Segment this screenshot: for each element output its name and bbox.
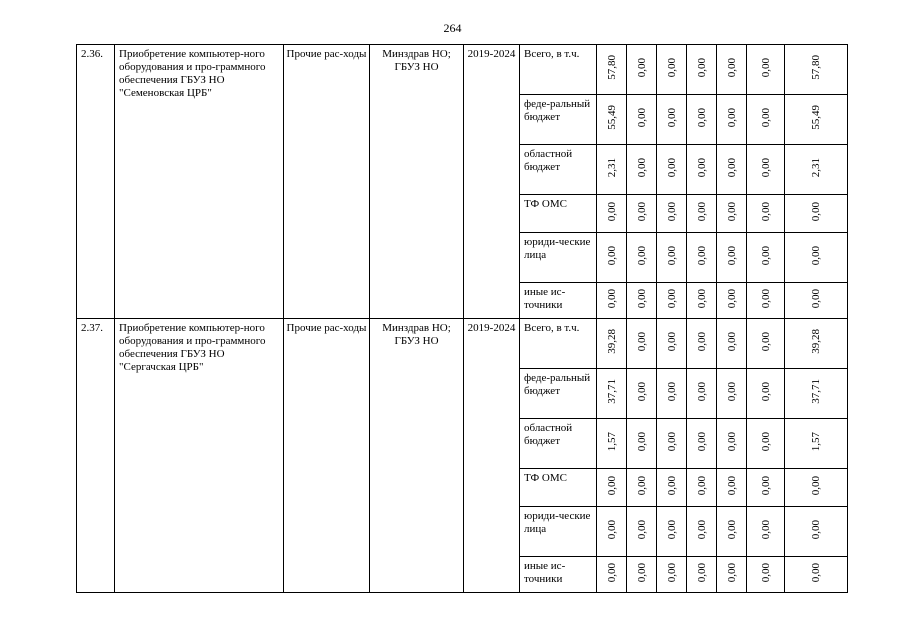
amount-value: 0,00 — [725, 57, 738, 78]
amount-value: 0,00 — [635, 201, 648, 222]
amount-cell — [717, 233, 747, 283]
amount-value: 0,00 — [759, 57, 772, 78]
amount-cell — [657, 507, 687, 557]
amount-value: 0,00 — [665, 157, 678, 178]
amount-cell — [657, 195, 687, 233]
amount-cell — [785, 507, 848, 557]
amount-cell — [627, 369, 657, 419]
amount-cell — [597, 195, 627, 233]
period: 2019-2024 — [464, 45, 520, 319]
amount-value: 0,00 — [695, 201, 708, 222]
amount-value: 0,00 — [695, 562, 708, 583]
amount-value: 0,00 — [725, 431, 738, 452]
amount-cell — [597, 233, 627, 283]
amount-value: 0,00 — [635, 381, 648, 402]
amount-value: 39,28 — [810, 329, 822, 354]
amount-cell — [785, 145, 848, 195]
amount-cell — [747, 145, 785, 195]
amount-value: 0,00 — [635, 475, 648, 496]
amount-cell — [657, 469, 687, 507]
amount-value: 0,00 — [759, 431, 772, 452]
amount-value: 0,00 — [759, 475, 772, 496]
amount-cell — [657, 369, 687, 419]
amount-value: 57,80 — [605, 55, 618, 80]
amount-cell — [657, 419, 687, 469]
amount-cell — [627, 319, 657, 369]
amount-value: 39,28 — [605, 329, 618, 354]
expense-type: Прочие рас-ходы — [284, 319, 370, 593]
amount-value: 55,49 — [810, 105, 822, 130]
amount-cell — [717, 419, 747, 469]
amount-cell — [657, 557, 687, 593]
amount-cell — [597, 45, 627, 95]
amount-cell — [785, 469, 848, 507]
amount-cell — [717, 469, 747, 507]
amount-value: 0,00 — [635, 157, 648, 178]
item-name: Приобретение компьютер-ного оборудования и про-граммного обеспечения ГБУЗ НО "Сергачская ЦРБ" — [115, 319, 284, 593]
amount-cell — [687, 419, 717, 469]
amount-cell — [747, 419, 785, 469]
amount-value: 0,00 — [665, 245, 678, 266]
amount-cell — [747, 369, 785, 419]
amount-value: 0,00 — [695, 519, 708, 540]
funding-source: феде-ральный бюджет — [520, 95, 597, 145]
amount-value: 0,00 — [665, 107, 678, 128]
amount-cell — [747, 469, 785, 507]
amount-value: 0,00 — [695, 331, 708, 352]
amount-cell — [687, 195, 717, 233]
amount-value: 0,00 — [759, 331, 772, 352]
amount-cell — [717, 319, 747, 369]
amount-value: 0,00 — [810, 475, 822, 496]
amount-cell — [785, 283, 848, 319]
funding-source: иные ис-точники — [520, 283, 597, 319]
amount-cell — [747, 195, 785, 233]
funding-source: областной бюджет — [520, 145, 597, 195]
amount-value: 0,00 — [605, 245, 618, 266]
item-code: 2.36. — [77, 45, 115, 319]
amount-cell — [785, 557, 848, 593]
amount-cell — [687, 319, 717, 369]
funding-source: иные ис-точники — [520, 557, 597, 593]
funding-source: областной бюджет — [520, 419, 597, 469]
amount-cell — [785, 195, 848, 233]
amount-value: 0,00 — [635, 57, 648, 78]
amount-value: 1,57 — [605, 431, 618, 452]
amount-value: 0,00 — [635, 519, 648, 540]
funding-source: Всего, в т.ч. — [520, 319, 597, 369]
amount-cell — [747, 45, 785, 95]
amount-value: 0,00 — [605, 288, 618, 309]
amount-value: 0,00 — [725, 157, 738, 178]
amount-value: 0,00 — [635, 431, 648, 452]
amount-value: 0,00 — [810, 201, 822, 222]
amount-cell — [717, 145, 747, 195]
amount-cell — [627, 469, 657, 507]
amount-value: 0,00 — [810, 519, 822, 540]
amount-cell — [717, 283, 747, 319]
period: 2019-2024 — [464, 319, 520, 593]
item-code: 2.37. — [77, 319, 115, 593]
expense-type: Прочие рас-ходы — [284, 45, 370, 319]
amount-value: 0,00 — [759, 562, 772, 583]
amount-cell — [597, 283, 627, 319]
amount-value: 0,00 — [759, 201, 772, 222]
amount-cell — [687, 507, 717, 557]
amount-cell — [627, 507, 657, 557]
amount-value: 1,57 — [810, 431, 822, 452]
amount-cell — [597, 419, 627, 469]
amount-value: 0,00 — [635, 562, 648, 583]
amount-value: 0,00 — [665, 519, 678, 540]
page-number: 264 — [443, 21, 462, 35]
funding-source: ТФ ОМС — [520, 469, 597, 507]
amount-cell — [657, 283, 687, 319]
amount-value: 0,00 — [605, 475, 618, 496]
amount-value: 0,00 — [695, 57, 708, 78]
amount-cell — [785, 369, 848, 419]
amount-value: 0,00 — [635, 245, 648, 266]
amount-cell — [687, 145, 717, 195]
amount-value: 0,00 — [665, 431, 678, 452]
amount-cell — [687, 557, 717, 593]
budget-table — [76, 44, 848, 593]
amount-value: 0,00 — [695, 157, 708, 178]
amount-cell — [627, 45, 657, 95]
amount-cell — [687, 45, 717, 95]
amount-cell — [687, 283, 717, 319]
amount-value: 0,00 — [759, 245, 772, 266]
amount-value: 0,00 — [665, 475, 678, 496]
amount-cell — [747, 557, 785, 593]
amount-cell — [597, 557, 627, 593]
amount-value: 2,31 — [605, 157, 618, 178]
amount-cell — [627, 283, 657, 319]
amount-cell — [657, 233, 687, 283]
amount-value: 0,00 — [695, 475, 708, 496]
amount-value: 0,00 — [605, 562, 618, 583]
amount-cell — [657, 95, 687, 145]
amount-cell — [785, 319, 848, 369]
amount-value: 0,00 — [725, 201, 738, 222]
amount-value: 37,71 — [810, 379, 822, 404]
amount-cell — [717, 557, 747, 593]
amount-cell — [597, 369, 627, 419]
amount-value: 0,00 — [810, 245, 822, 266]
amount-value: 57,80 — [810, 55, 822, 80]
amount-value: 0,00 — [725, 288, 738, 309]
amount-cell — [747, 319, 785, 369]
funding-source: ТФ ОМС — [520, 195, 597, 233]
amount-cell — [627, 233, 657, 283]
amount-value: 0,00 — [635, 107, 648, 128]
funding-source: феде-ральный бюджет — [520, 369, 597, 419]
executor: Минздрав НО; ГБУЗ НО — [370, 45, 464, 319]
amount-cell — [785, 233, 848, 283]
funding-source: юриди-ческие лица — [520, 233, 597, 283]
amount-value: 0,00 — [725, 245, 738, 266]
amount-value: 0,00 — [635, 331, 648, 352]
amount-cell — [687, 233, 717, 283]
amount-value: 55,49 — [605, 105, 618, 130]
amount-cell — [747, 507, 785, 557]
amount-value: 0,00 — [605, 519, 618, 540]
amount-value: 0,00 — [695, 381, 708, 402]
amount-cell — [717, 195, 747, 233]
amount-cell — [717, 45, 747, 95]
amount-cell — [747, 95, 785, 145]
amount-cell — [597, 95, 627, 145]
amount-cell — [597, 145, 627, 195]
amount-cell — [717, 95, 747, 145]
amount-cell — [747, 233, 785, 283]
amount-cell — [687, 469, 717, 507]
amount-cell — [657, 145, 687, 195]
executor: Минздрав НО; ГБУЗ НО — [370, 319, 464, 593]
amount-value: 0,00 — [725, 519, 738, 540]
amount-value: 0,00 — [665, 201, 678, 222]
funding-source: юриди-ческие лица — [520, 507, 597, 557]
amount-value: 0,00 — [665, 331, 678, 352]
amount-value: 0,00 — [810, 562, 822, 583]
amount-value: 0,00 — [725, 331, 738, 352]
amount-value: 0,00 — [759, 288, 772, 309]
amount-value: 0,00 — [665, 288, 678, 309]
amount-value: 0,00 — [759, 381, 772, 402]
amount-value: 0,00 — [725, 562, 738, 583]
amount-cell — [687, 369, 717, 419]
amount-value: 0,00 — [759, 107, 772, 128]
amount-value: 0,00 — [605, 201, 618, 222]
amount-value: 0,00 — [759, 157, 772, 178]
amount-value: 0,00 — [635, 288, 648, 309]
amount-value: 0,00 — [665, 57, 678, 78]
amount-value: 0,00 — [695, 107, 708, 128]
amount-cell — [785, 419, 848, 469]
amount-value: 0,00 — [665, 562, 678, 583]
table-row — [77, 319, 848, 369]
amount-value: 2,31 — [810, 157, 822, 178]
amount-value: 0,00 — [695, 245, 708, 266]
amount-cell — [627, 195, 657, 233]
amount-cell — [597, 507, 627, 557]
amount-value: 0,00 — [695, 288, 708, 309]
amount-value: 0,00 — [725, 475, 738, 496]
amount-value: 0,00 — [725, 381, 738, 402]
amount-cell — [597, 319, 627, 369]
amount-cell — [627, 557, 657, 593]
table-row — [77, 45, 848, 95]
amount-cell — [657, 45, 687, 95]
funding-source: Всего, в т.ч. — [520, 45, 597, 95]
amount-value: 0,00 — [665, 381, 678, 402]
amount-cell — [717, 369, 747, 419]
amount-cell — [747, 283, 785, 319]
amount-cell — [597, 469, 627, 507]
amount-value: 0,00 — [759, 519, 772, 540]
amount-value: 0,00 — [810, 288, 822, 309]
amount-cell — [627, 145, 657, 195]
item-name: Приобретение компьютер-ного оборудования и про-граммного обеспечения ГБУЗ НО "Семеновская ЦРБ" — [115, 45, 284, 319]
amount-value: 0,00 — [725, 107, 738, 128]
amount-cell — [687, 95, 717, 145]
amount-cell — [627, 419, 657, 469]
amount-cell — [717, 507, 747, 557]
amount-cell — [785, 95, 848, 145]
amount-value: 37,71 — [605, 379, 618, 404]
amount-cell — [657, 319, 687, 369]
amount-cell — [785, 45, 848, 95]
amount-value: 0,00 — [695, 431, 708, 452]
amount-cell — [627, 95, 657, 145]
